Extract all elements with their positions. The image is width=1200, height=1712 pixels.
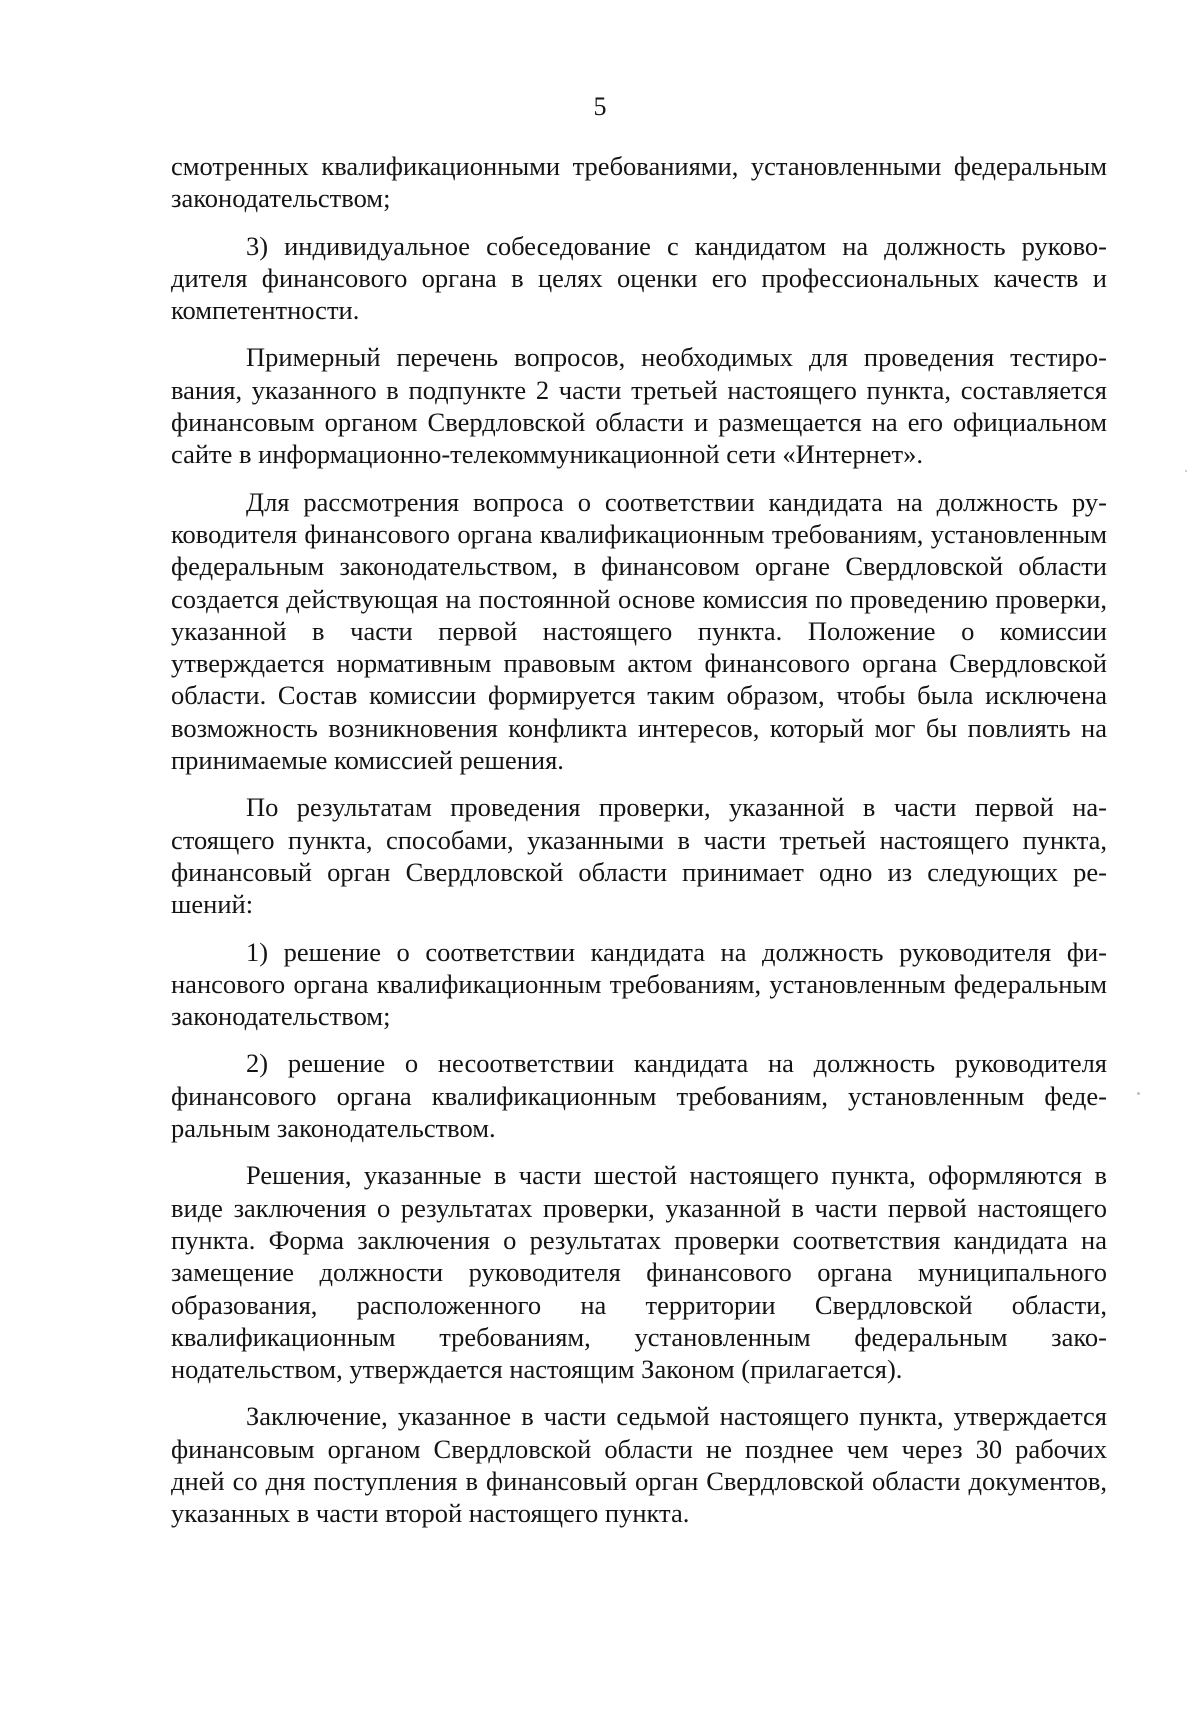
- paragraph-item-3-interview: 3) индивидуальное собеседование с кандидатом на должность руководителя финансового органа в целях оценки его профессиональных качеств и компетентности.: [171, 230, 1107, 326]
- paragraph-conclusion-form: Решения, указанные в части шестой настоящего пункта, оформляются в виде заключения о результатах проверки, указанной в части первой настоящего пункта. Форма заключения о результатах проверки соответствия кандидата на замещение должности руководителя финансового органа муниципального образования, расположенного на территории Свердловской области, квалификационным требованиям, установленным федеральным законодательством, утверждается настоящим Законом (прилагается).: [171, 1160, 1107, 1385]
- paragraph-conclusion-approval: Заключение, указанное в части седьмой настоящего пункта, утверждается финансовым органом Свердловской области не позднее чем через 30 рабочих дней со дня поступления в финансовый орган Свердловской области документов, указанных в части второй настоящего пункта.: [171, 1401, 1107, 1529]
- scan-speck: [1137, 1092, 1140, 1095]
- paragraph-continuation: смотренных квалификационными требованиями, установленными федеральным законодательством;: [171, 151, 1107, 214]
- paragraph-decision-compliance: 1) решение о соответствии кандидата на должность руководителя финансового органа квалификационным требованиям, установленным федеральным законодательством;: [171, 936, 1107, 1032]
- document-body: [171, 150, 1107, 1545]
- scan-speck: [1185, 470, 1187, 472]
- paragraph-test-questions: Примерный перечень вопросов, необходимых для проведения тестирования, указанного в подпункте 2 части третьей настоящего пункта, составляется финансовым органом Свердловской области и размещается на его официальном сайте в информационно-телекоммуникационной сети «Интернет».: [171, 342, 1107, 470]
- paragraph-decision-noncompliance: 2) решение о несоответствии кандидата на должность руководителя финансового органа квалификационным требованиям, установленным федеральным законодательством.: [171, 1048, 1107, 1144]
- paragraph-verification-results: По результатам проведения проверки, указанной в части первой настоящего пункта, способами, указанными в части третьей настоящего пункта, финансовый орган Свердловской области принимает одно из следующих решений:: [171, 792, 1107, 920]
- page-number: 5: [593, 92, 607, 121]
- paragraph-commission: Для рассмотрения вопроса о соответствии кандидата на должность руководителя финансового органа квалификационным требованиям, установленным федеральным законодательством, в финансовом органе Свердловской области создается действующая на постоянной основе комиссия по проведению проверки, указанной в части первой настоящего пункта. Положение о комиссии утверждается нормативным правовым актом финансового органа Свердловской области. Состав комиссии формируется таким образом, чтобы была исключена возможность возникновения конфликта интересов, который мог бы повлиять на принимаемые комиссией решения.: [171, 486, 1107, 776]
